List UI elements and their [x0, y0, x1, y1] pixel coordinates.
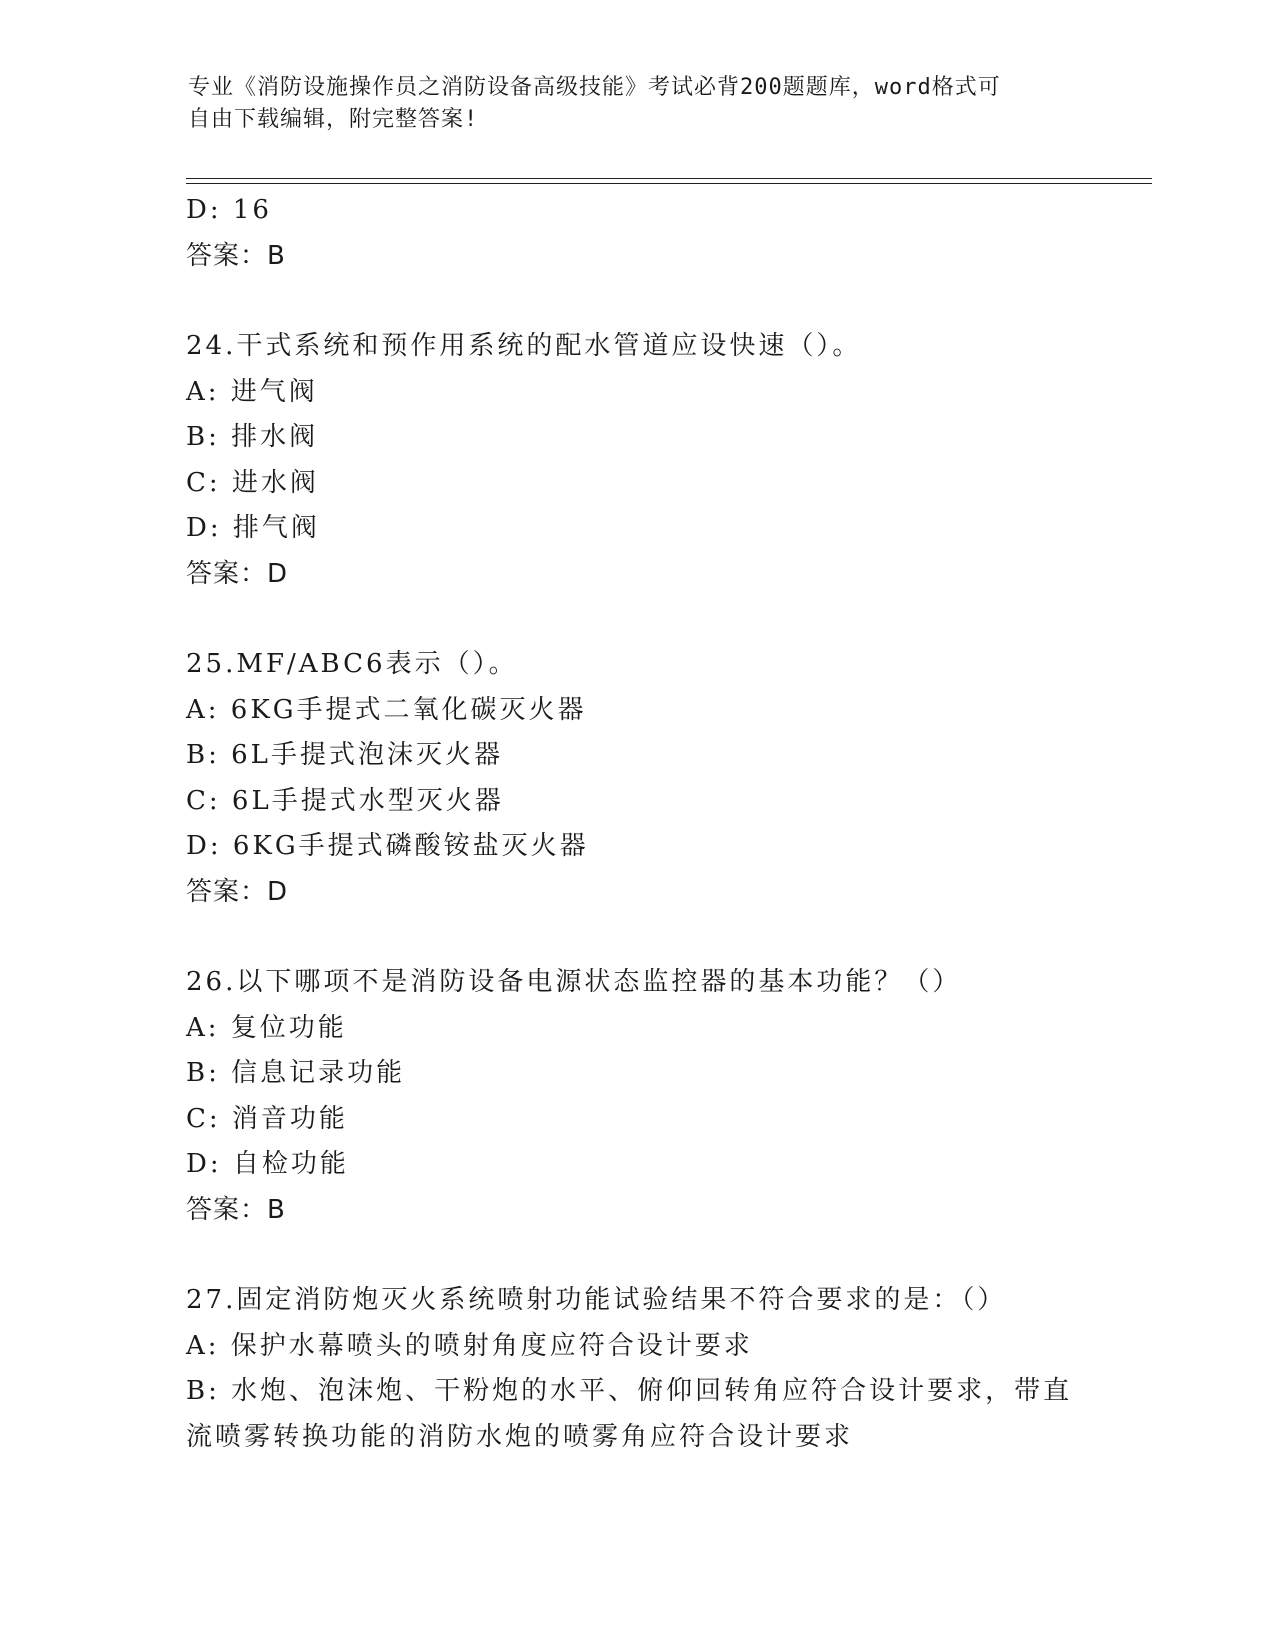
question-stem: 25.MF/ABC6表示（）。 — [186, 649, 518, 679]
option-d: D: 排气阀 — [186, 513, 320, 543]
question-26 — [186, 960, 1086, 1233]
option-c: C: 消音功能 — [186, 1103, 348, 1134]
question-stem: 27.固定消防炮灭火系统喷射功能试验结果不符合要求的是：（） — [186, 1285, 1007, 1315]
question-24 — [186, 324, 1086, 597]
option-c: C: 进水阀 — [186, 467, 319, 498]
option-b: B: 信息记录功能 — [186, 1058, 406, 1088]
option-c: C: 6L手提式水型灭火器 — [186, 785, 504, 816]
option-b: B: 6L手提式泡沫灭火器 — [186, 740, 503, 770]
answer: 答案：D — [186, 876, 289, 907]
option-b: B: 排水阀 — [186, 422, 319, 452]
document-header — [188, 72, 1088, 136]
answer: 答案：D — [186, 558, 289, 589]
question-stem: 26.以下哪项不是消防设备电源状态监控器的基本功能？（） — [186, 967, 962, 997]
question-list — [186, 188, 1086, 1460]
option-d: D: 16 — [186, 195, 272, 225]
header-line-2: 自由下载编辑，附完整答案! — [188, 107, 479, 132]
answer: 答案：B — [186, 1194, 286, 1225]
option-a: A: 复位功能 — [186, 1012, 347, 1043]
option-d: D: 自检功能 — [186, 1149, 349, 1179]
option-a: A: 保护水幕喷头的喷射角度应符合设计要求 — [186, 1330, 753, 1361]
option-a: A: 进气阀 — [186, 376, 318, 407]
option-d: D: 6KG手提式磷酸铵盐灭火器 — [186, 831, 589, 861]
question-25 — [186, 642, 1086, 915]
header-rule-top — [186, 178, 1152, 179]
question-stem: 24.干式系统和预作用系统的配水管道应设快速（）。 — [186, 331, 862, 361]
answer: 答案：B — [186, 240, 286, 271]
option-a: A: 6KG手提式二氧化碳灭火器 — [186, 694, 587, 725]
question-27 — [186, 1278, 1086, 1460]
previous-question-fragment — [186, 188, 1086, 279]
header-line-1: 专业《消防设施操作员之消防设备高级技能》考试必背200题题库，word格式可 — [188, 75, 1001, 100]
option-b: B: 水炮、泡沫炮、干粉炮的水平、俯仰回转角应符合设计要求，带直流喷雾转换功能的消防水炮的喷雾角应符合设计要求 — [186, 1376, 1073, 1452]
header-rule-bottom — [186, 183, 1152, 184]
